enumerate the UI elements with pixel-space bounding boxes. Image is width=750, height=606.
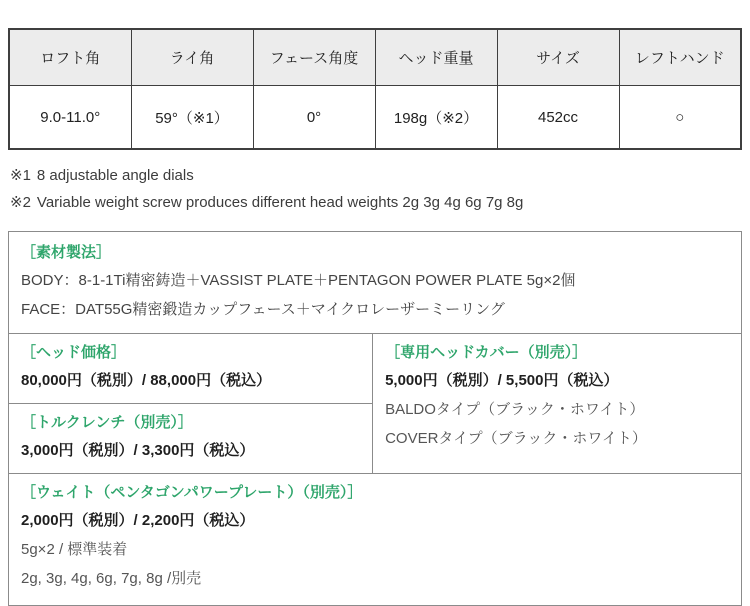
torque-wrench-title: ［トルクレンチ（別売）］ bbox=[21, 414, 193, 431]
torque-wrench-section bbox=[9, 404, 372, 473]
head-cover-title: ［専用ヘッドカバー（別売）］ bbox=[385, 344, 588, 361]
material-section bbox=[9, 232, 741, 334]
spec-header-size: サイズ bbox=[497, 29, 619, 86]
head-price-value: 80,000円（税別）/ 88,000円（税込） bbox=[21, 372, 272, 389]
spec-header-head-weight: ヘッド重量 bbox=[375, 29, 497, 86]
head-cover-section bbox=[373, 334, 741, 473]
price-row-left-column bbox=[9, 334, 373, 473]
footnote-2-text: Variable weight screw produces different head weights 2g 3g 4g 6g 7g 8g bbox=[36, 194, 524, 211]
footnotes bbox=[10, 162, 742, 216]
spec-header-loft: ロフト角 bbox=[9, 29, 131, 86]
weight-standard-line: 5g×2 / 標準装着 bbox=[21, 541, 128, 558]
spec-value-head-weight: 198g（※2） bbox=[375, 86, 497, 150]
spec-header-face-angle: フェース角度 bbox=[253, 29, 375, 86]
price-row bbox=[9, 334, 741, 474]
weight-price: 2,000円（税別）/ 2,200円（税込） bbox=[21, 512, 255, 529]
footnote-1 bbox=[10, 162, 742, 189]
weight-section bbox=[9, 474, 741, 605]
spec-value-loft: 9.0-11.0° bbox=[9, 86, 131, 150]
material-section-title: ［素材製法］ bbox=[21, 244, 112, 261]
head-cover-type-cover: COVERタイプ（ブラック・ホワイト） bbox=[385, 430, 647, 447]
torque-wrench-price: 3,000円（税別）/ 3,300円（税込） bbox=[21, 442, 255, 459]
spec-value-size: 452cc bbox=[497, 86, 619, 150]
material-face-line: FACE：DAT55G精密鍛造カップフェース＋マイクロレーザーミーリング bbox=[21, 301, 505, 318]
details-box bbox=[8, 231, 742, 606]
spec-table bbox=[8, 28, 742, 150]
spec-value-face-angle: 0° bbox=[253, 86, 375, 150]
head-price-title: ［ヘッド価格］ bbox=[21, 344, 127, 361]
spec-value-left-hand: ○ bbox=[619, 86, 741, 150]
spec-table-header-row bbox=[9, 29, 741, 86]
material-body-line: BODY：8-1-1Ti精密鋳造＋VASSIST PLATE＋PENTAGON POWER PLATE 5g×2個 bbox=[21, 272, 576, 289]
weight-optional-line: 2g, 3g, 4g, 6g, 7g, 8g /別売 bbox=[21, 570, 202, 587]
weight-title: ［ウェイト（ペンタゴンパワープレート）（別売）］ bbox=[21, 484, 363, 501]
footnote-1-mark: ※1 bbox=[10, 167, 31, 184]
head-cover-price: 5,000円（税別）/ 5,500円（税込） bbox=[385, 372, 619, 389]
spec-table-value-row bbox=[9, 86, 741, 150]
head-price-section bbox=[9, 334, 372, 404]
spec-value-lie: 59°（※1） bbox=[131, 86, 253, 150]
footnote-2 bbox=[10, 189, 742, 216]
spec-header-lie: ライ角 bbox=[131, 29, 253, 86]
footnote-1-text: 8 adjustable angle dials bbox=[36, 167, 194, 184]
head-cover-type-baldo: BALDOタイプ（ブラック・ホワイト） bbox=[385, 401, 645, 418]
footnote-2-mark: ※2 bbox=[10, 194, 31, 211]
spec-header-left-hand: レフトハンド bbox=[619, 29, 741, 86]
